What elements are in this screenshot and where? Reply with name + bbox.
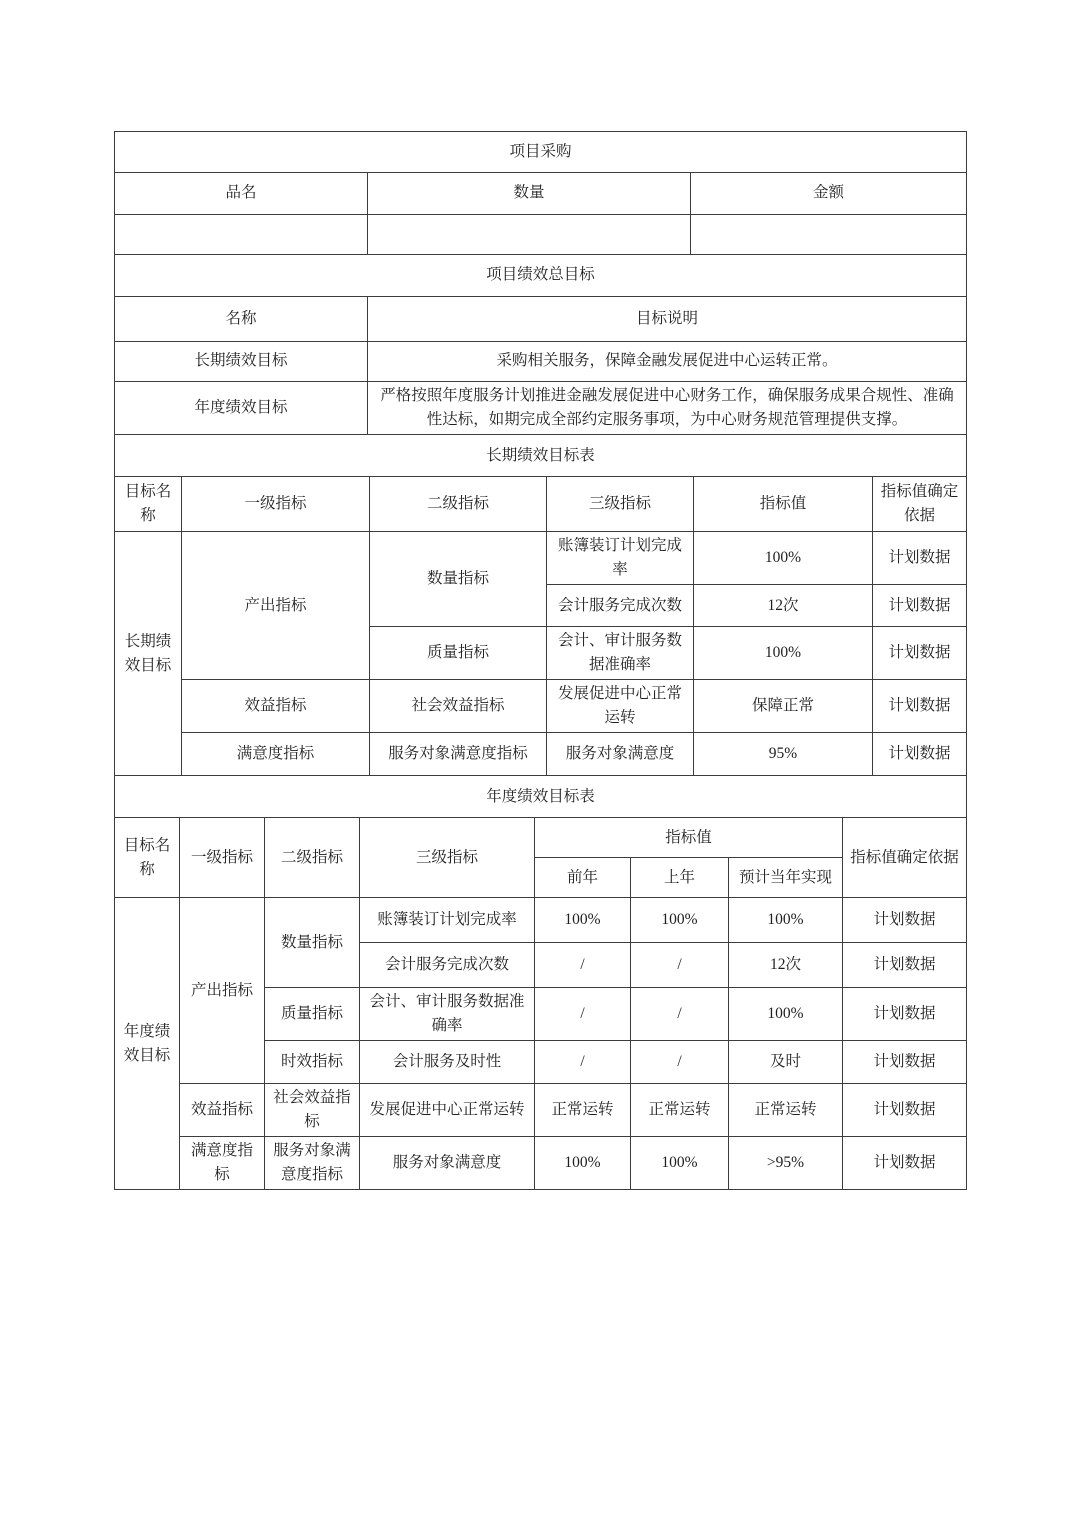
longterm-l2-quantity: 数量指标 — [370, 532, 547, 627]
annual-row-l3: 会计服务完成次数 — [360, 943, 535, 988]
overall-header-desc: 目标说明 — [368, 297, 967, 342]
performance-target-document — [114, 131, 966, 1190]
purchase-empty-amount — [691, 215, 967, 255]
annual-row-current: >95% — [729, 1137, 843, 1190]
annual-row-prev2: / — [535, 943, 631, 988]
longterm-row-basis: 计划数据 — [873, 733, 967, 776]
annual-row-basis: 计划数据 — [843, 988, 967, 1041]
longterm-row-basis: 计划数据 — [873, 627, 967, 680]
annual-row-l3: 会计服务及时性 — [360, 1041, 535, 1084]
longterm-l1-satisfaction: 满意度指标 — [182, 733, 370, 776]
annual-header-prev2: 前年 — [535, 858, 631, 898]
annual-l2-quality: 质量指标 — [265, 988, 360, 1041]
longterm-header-l3: 三级指标 — [547, 477, 694, 532]
annual-title: 年度绩效目标表 — [115, 776, 967, 818]
purchase-title: 项目采购 — [115, 132, 967, 173]
longterm-l1-benefit: 效益指标 — [182, 680, 370, 733]
overall-longterm-desc: 采购相关服务，保障金融发展促进中心运转正常。 — [368, 342, 967, 382]
annual-row-prev1: 正常运转 — [631, 1084, 729, 1137]
annual-header-prev1: 上年 — [631, 858, 729, 898]
annual-row-basis: 计划数据 — [843, 1041, 967, 1084]
purchase-empty-name — [115, 215, 368, 255]
annual-row-current: 100% — [729, 898, 843, 943]
purchase-header-amount: 金额 — [691, 173, 967, 215]
annual-row-prev2: 100% — [535, 1137, 631, 1190]
longterm-header-l2: 二级指标 — [370, 477, 547, 532]
annual-row-basis: 计划数据 — [843, 898, 967, 943]
longterm-l2-quality: 质量指标 — [370, 627, 547, 680]
purchase-header-qty: 数量 — [368, 173, 691, 215]
longterm-row-value: 95% — [694, 733, 873, 776]
longterm-row-value: 100% — [694, 627, 873, 680]
longterm-l1-output: 产出指标 — [182, 532, 370, 680]
purchase-header-name: 品名 — [115, 173, 368, 215]
annual-row-current: 100% — [729, 988, 843, 1041]
overall-goal-table — [114, 254, 967, 435]
overall-annual-desc: 严格按照年度服务计划推进金融发展促进中心财务工作，确保服务成果合规性、准确性达标，如期完成全部约定服务事项，为中心财务规范管理提供支撑。 — [368, 382, 967, 435]
longterm-row-l3: 会计服务完成次数 — [547, 585, 694, 627]
annual-header-value-group: 指标值 — [535, 818, 843, 858]
annual-l2-quantity: 数量指标 — [265, 898, 360, 988]
annual-row-prev1: / — [631, 943, 729, 988]
longterm-row-basis: 计划数据 — [873, 680, 967, 733]
annual-goal-name: 年度绩效目标 — [115, 898, 180, 1190]
annual-row-l3: 会计、审计服务数据准确率 — [360, 988, 535, 1041]
purchase-empty-qty — [368, 215, 691, 255]
longterm-title: 长期绩效目标表 — [115, 435, 967, 477]
annual-row-current: 及时 — [729, 1041, 843, 1084]
longterm-header-basis: 指标值确定依据 — [873, 477, 967, 532]
annual-header-l3: 三级指标 — [360, 818, 535, 898]
longterm-l2-satisfaction: 服务对象满意度指标 — [370, 733, 547, 776]
annual-row-prev2: 100% — [535, 898, 631, 943]
annual-header-current: 预计当年实现 — [729, 858, 843, 898]
annual-header-l2: 二级指标 — [265, 818, 360, 898]
longterm-header-value: 指标值 — [694, 477, 873, 532]
longterm-row-value: 保障正常 — [694, 680, 873, 733]
annual-l1-output: 产出指标 — [180, 898, 265, 1084]
annual-header-basis: 指标值确定依据 — [843, 818, 967, 898]
purchase-table — [114, 131, 967, 255]
annual-row-prev1: 100% — [631, 898, 729, 943]
annual-l2-satisfaction: 服务对象满意度指标 — [265, 1137, 360, 1190]
longterm-table — [114, 434, 967, 776]
annual-l2-social: 社会效益指标 — [265, 1084, 360, 1137]
longterm-row-l3: 发展促进中心正常运转 — [547, 680, 694, 733]
annual-row-basis: 计划数据 — [843, 1137, 967, 1190]
annual-l1-benefit: 效益指标 — [180, 1084, 265, 1137]
annual-header-l1: 一级指标 — [180, 818, 265, 898]
annual-row-basis: 计划数据 — [843, 1084, 967, 1137]
longterm-row-basis: 计划数据 — [873, 585, 967, 627]
annual-row-l3: 服务对象满意度 — [360, 1137, 535, 1190]
longterm-row-l3: 会计、审计服务数据准确率 — [547, 627, 694, 680]
annual-row-current: 12次 — [729, 943, 843, 988]
annual-row-basis: 计划数据 — [843, 943, 967, 988]
annual-row-current: 正常运转 — [729, 1084, 843, 1137]
overall-longterm-name: 长期绩效目标 — [115, 342, 368, 382]
longterm-row-l3: 服务对象满意度 — [547, 733, 694, 776]
overall-annual-name: 年度绩效目标 — [115, 382, 368, 435]
longterm-goal-name: 长期绩效目标 — [115, 532, 182, 776]
overall-header-name: 名称 — [115, 297, 368, 342]
longterm-header-goal: 目标名称 — [115, 477, 182, 532]
overall-title: 项目绩效总目标 — [115, 255, 967, 297]
annual-row-l3: 发展促进中心正常运转 — [360, 1084, 535, 1137]
annual-row-prev1: 100% — [631, 1137, 729, 1190]
longterm-row-value: 100% — [694, 532, 873, 585]
annual-row-l3: 账簿装订计划完成率 — [360, 898, 535, 943]
annual-row-prev1: / — [631, 988, 729, 1041]
longterm-l2-social: 社会效益指标 — [370, 680, 547, 733]
annual-row-prev1: / — [631, 1041, 729, 1084]
annual-table — [114, 775, 967, 1190]
longterm-row-l3: 账簿装订计划完成率 — [547, 532, 694, 585]
longterm-row-value: 12次 — [694, 585, 873, 627]
longterm-row-basis: 计划数据 — [873, 532, 967, 585]
annual-l2-timeliness: 时效指标 — [265, 1041, 360, 1084]
annual-row-prev2: 正常运转 — [535, 1084, 631, 1137]
annual-row-prev2: / — [535, 1041, 631, 1084]
annual-header-goal: 目标名称 — [115, 818, 180, 898]
annual-l1-satisfaction: 满意度指标 — [180, 1137, 265, 1190]
longterm-header-l1: 一级指标 — [182, 477, 370, 532]
annual-row-prev2: / — [535, 988, 631, 1041]
